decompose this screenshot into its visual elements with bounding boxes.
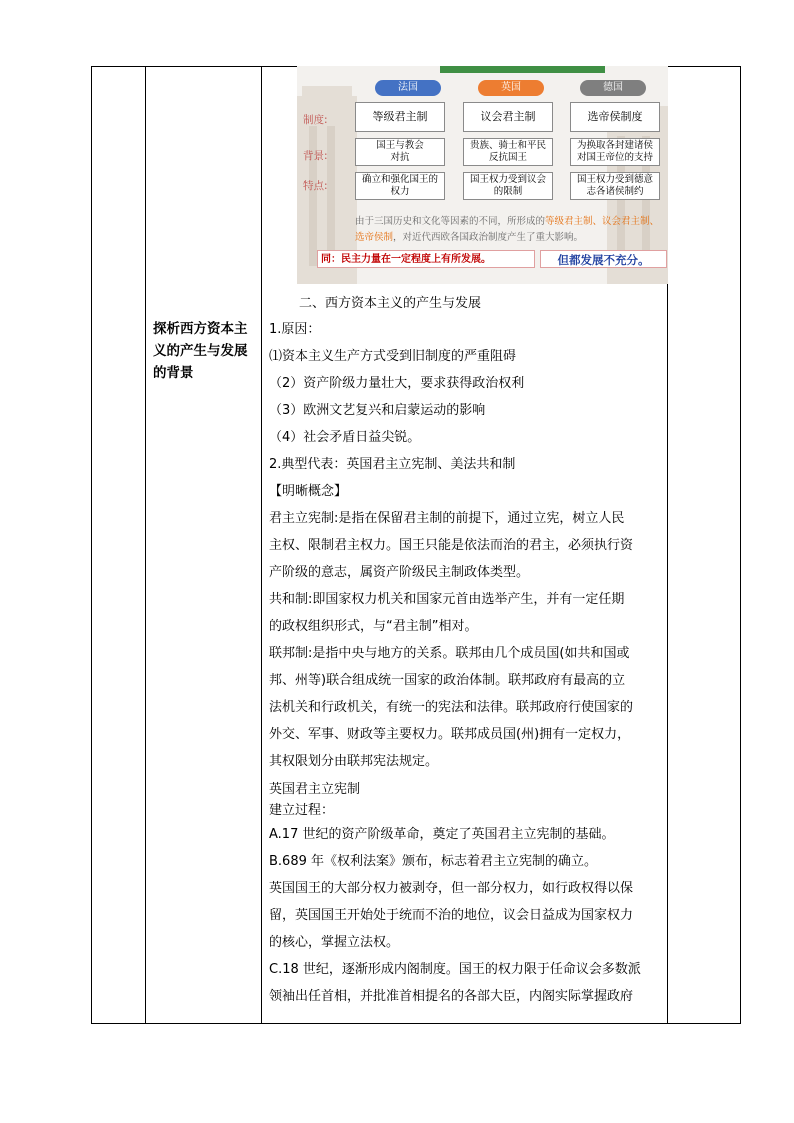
feature-britain: 国王权力受到议会 的限制	[463, 172, 553, 200]
paragraph: （3）欧洲文艺复兴和启蒙运动的影响	[269, 403, 486, 418]
table-border-right	[740, 66, 741, 1024]
system-britain: 议会君主制	[463, 102, 553, 132]
content-heading: 二、西方资本主义的产生与发展	[299, 296, 482, 311]
slide-note	[355, 214, 667, 246]
germany-pill: 德国	[580, 80, 646, 96]
sub-label: 建立过程：	[269, 803, 335, 818]
paragraph: 2.典型代表：英国君主立宪制、美法共和制	[269, 457, 516, 472]
paragraph: C.18 世纪，逐渐形成内阁制度。国王的权力限于任命议会多数派	[269, 962, 641, 977]
feature-germany: 国王权力受到德意 志各诸侯制约	[570, 172, 660, 200]
paragraph: 邦、州等)联合组成统一国家的政治体制。联邦政府有最高的立	[269, 673, 626, 688]
paragraph: 法机关和行政机关，有统一的宪法和法律。联邦政府行使国家的	[269, 700, 634, 715]
system-france: 等级君主制	[355, 102, 445, 132]
row-label-background: 背景:	[303, 150, 328, 162]
paragraph: 联邦制:是指中央与地方的关系。联邦由几个成员国(如共和国或	[269, 646, 630, 661]
paragraph: 外交、军事、财政等主要权力。联邦成员国(州)拥有一定权力，	[269, 727, 631, 742]
background-germany: 为换取各封建诸侯 对国王帝位的支持	[570, 138, 660, 166]
slide-title-bar	[440, 66, 605, 73]
paragraph: 共和制:即国家权力机关和国家元首由选举产生，并有一定任期	[269, 592, 625, 607]
row-label-feature: 特点:	[303, 180, 328, 192]
table-divider-2	[261, 66, 262, 1024]
background-france: 国王与教会 对抗	[355, 138, 445, 166]
feature-france: 确立和强化国王的 权力	[355, 172, 445, 200]
table-border-left	[91, 66, 92, 1024]
section-title: 探析西方资本主义的产生与发展的背景	[153, 321, 248, 381]
system-germany: 选帝侯制度	[570, 102, 660, 132]
paragraph: 留，英国国王开始处于统而不治的地位，议会日益成为国家权力	[269, 908, 634, 923]
difference-point: 但都发展不充分。	[540, 250, 667, 268]
slide-note-post: ，对近代西欧各国政治制度产生了重大影响。	[393, 232, 584, 243]
table-border-bottom	[91, 1023, 741, 1024]
sub-heading: 英国君主立宪制	[269, 782, 361, 797]
paragraph: 领袖出任首相，并批准首相提名的各部大臣，内阁实际掌握政府	[269, 989, 634, 1004]
paragraph: A.17 世纪的资产阶级革命，奠定了英国君主立宪制的基础。	[269, 827, 615, 842]
row-label-system: 制度:	[303, 114, 328, 126]
paragraph: 英国国王的大部分权力被剥夺，但一部分权力，如行政权得以保	[269, 881, 634, 896]
slide-note-pre: 由于三国历史和文化等因素的不同，所形成的	[355, 216, 546, 227]
paragraph: 产阶级的意志，属资产阶级民主制政体类型。	[269, 565, 530, 580]
common-point: 同：民主力量在一定程度上有所发展。	[317, 250, 535, 268]
paragraph: B.689 年《权利法案》颁布，标志着君主立宪制的确立。	[269, 854, 597, 869]
table-divider-1	[145, 66, 146, 1024]
paragraph: 的政权组织形式，与“君主制”相对。	[269, 619, 478, 634]
paragraph: 的核心，掌握立法权。	[269, 935, 400, 950]
content-column	[269, 292, 665, 1010]
slide-note-highlight: 等级君主制、议会君主制、选帝侯制	[355, 216, 660, 243]
paragraph: 【明晰概念】	[269, 484, 348, 499]
paragraph: 1.原因：	[269, 322, 321, 337]
france-pill: 法国	[375, 80, 441, 96]
paragraph: （2）资产阶级力量壮大，要求获得政治权利	[269, 376, 525, 391]
paragraph: ⑴资本主义生产方式受到旧制度的严重阻碍	[269, 349, 517, 364]
paragraph: 主权、限制君主权力。国王只能是依法而治的君主，必须执行资	[269, 538, 634, 553]
comparison-slide	[297, 66, 668, 284]
paragraph: 君主立宪制:是指在保留君主制的前提下，通过立宪，树立人民	[269, 511, 625, 526]
paragraph: （4）社会矛盾日益尖锐。	[269, 430, 421, 445]
background-britain: 贵族、骑士和平民 反抗国王	[463, 138, 553, 166]
britain-pill: 英国	[478, 80, 544, 96]
paragraph: 其权限划分由联邦宪法规定。	[269, 754, 439, 769]
